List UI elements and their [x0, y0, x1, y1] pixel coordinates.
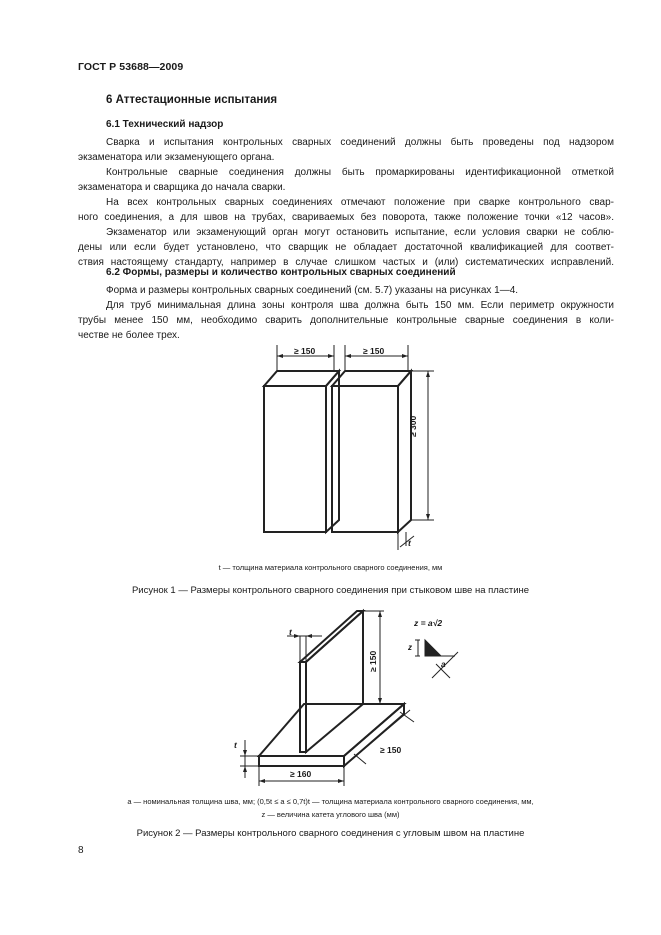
text-line: ствия настоящему стандарту, например в случае слишком частых и (или) систематических исправлений. — [78, 257, 614, 268]
subsection-title-6-2: 6.2 Формы, размеры и количество контрольных сварных соединений — [106, 267, 456, 278]
text-line: ного соединения, а для швов на трубах, свариваемых без поворота, также положение точки «12 часов». — [78, 212, 614, 223]
fig2-depth-label: ≥ 150 — [380, 745, 402, 755]
fig2-z-label: z — [408, 643, 412, 652]
text-line: Сварка и испытания контрольных сварных соединений должны быть проведены под надзором — [106, 137, 614, 148]
text-line: Экзаменатор или экзаменующий орган могут остановить испытание, если условия сварки не соблю- — [106, 227, 614, 238]
fig2-width-label: ≥ 160 — [290, 769, 312, 779]
right-plate-front — [332, 386, 398, 532]
weld-triangle — [425, 640, 441, 656]
dim-label-height: ≥ 300 — [408, 415, 418, 437]
dim-label-right-width: ≥ 150 — [363, 346, 385, 356]
section-title: 6 Аттестационные испытания — [106, 94, 278, 106]
figure-2-note-2: z — величина катета углового шва (мм) — [261, 810, 400, 819]
text-line: На всех контрольных сварных соединениях отмечают положение при сварке контрольного свар- — [106, 197, 614, 208]
dim-label-thickness: t — [408, 538, 411, 548]
figure-1-caption: Рисунок 1 — Размеры контрольного сварного соединения при стыковом шве на пластине — [131, 585, 530, 596]
text-line: Контрольные сварные соединения должны быть промаркированы идентификационной отметкой — [106, 167, 614, 178]
fig2-a-label: a — [441, 660, 446, 669]
text-line: экзаменатора и сварщика до начала сварки. — [78, 182, 286, 193]
fig2-height-label: ≥ 150 — [368, 650, 378, 672]
text-line: дены или если будет установлено, что сварщик не обладает достаточной квалификацией для соответ- — [78, 242, 614, 253]
left-plate-front — [264, 386, 326, 532]
fig2-t-top-label: t — [289, 627, 292, 637]
document-header: ГОСТ Р 53688—2009 — [78, 61, 184, 73]
right-plate-side — [398, 371, 411, 532]
text-line: честве не более трех. — [78, 330, 180, 341]
page-number: 8 — [78, 845, 84, 856]
figure-2-note-1: a — номинальная толщина шва, мм; (0,5t ≤ a ≤ 0,7t)t — толщина материала контрольного сварного соединения, мм, — [127, 797, 534, 806]
text-line: Форма и размеры контрольных сварных соединений (см. 5.7) указаны на рисунках 1—4. — [106, 285, 519, 296]
fig2-t-left-label: t — [234, 740, 237, 750]
text-line: экзаменатора или экзаменующего органа. — [78, 152, 275, 163]
subsection-title-6-1: 6.1 Технический надзор — [106, 119, 224, 130]
dim-label-left-width: ≥ 150 — [294, 346, 316, 356]
figure-1-note: t — толщина материала контрольного сварного соединения, мм — [218, 563, 443, 572]
text-line: трубы менее 150 мм, необходимо сварить дополнительные контрольные сварные соединения в коли- — [78, 315, 614, 326]
figure-2-caption: Рисунок 2 — Размеры контрольного сварного соединения с угловым швом на пластине — [136, 828, 525, 839]
fig2-formula: z = a√2 — [414, 618, 443, 628]
text-line: Для труб минимальная длина зоны контроля шва должна быть 150 мм. Если периметр окружности — [106, 300, 614, 311]
